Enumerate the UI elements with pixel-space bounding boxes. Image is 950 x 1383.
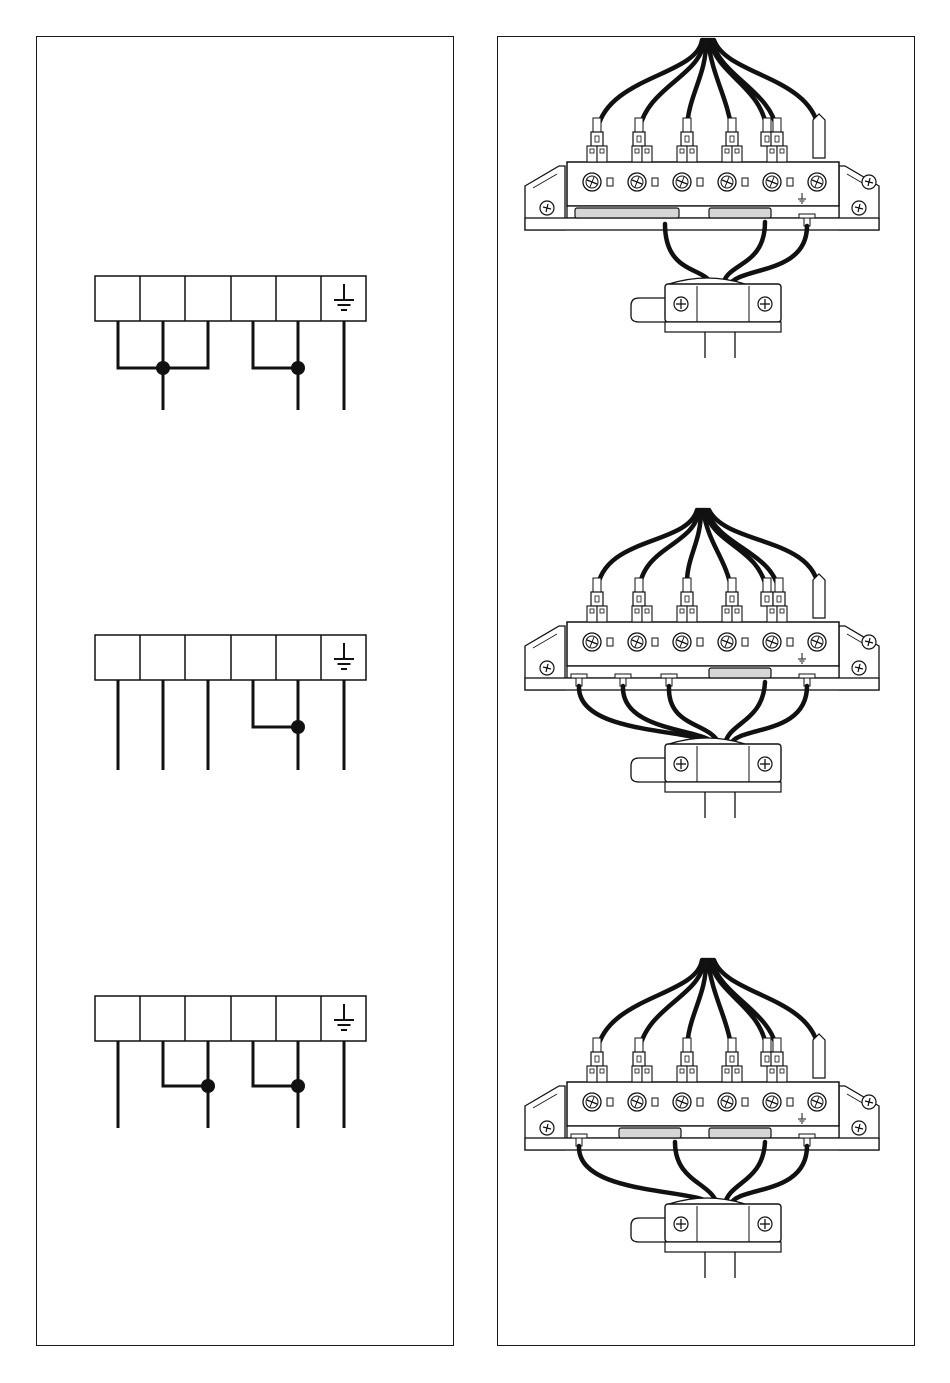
wiring-diagram-b (95, 635, 366, 770)
bridge-link (575, 208, 679, 218)
wiring-diagram-a (95, 276, 366, 410)
terminal-illustration-b (525, 510, 879, 818)
spade-connector-icon (591, 118, 603, 146)
cable-clamp-icon (631, 278, 781, 358)
terminal-illustration-c (525, 960, 879, 1278)
terminal-illustration-a (525, 40, 879, 358)
wiring-diagram-c (95, 996, 366, 1128)
